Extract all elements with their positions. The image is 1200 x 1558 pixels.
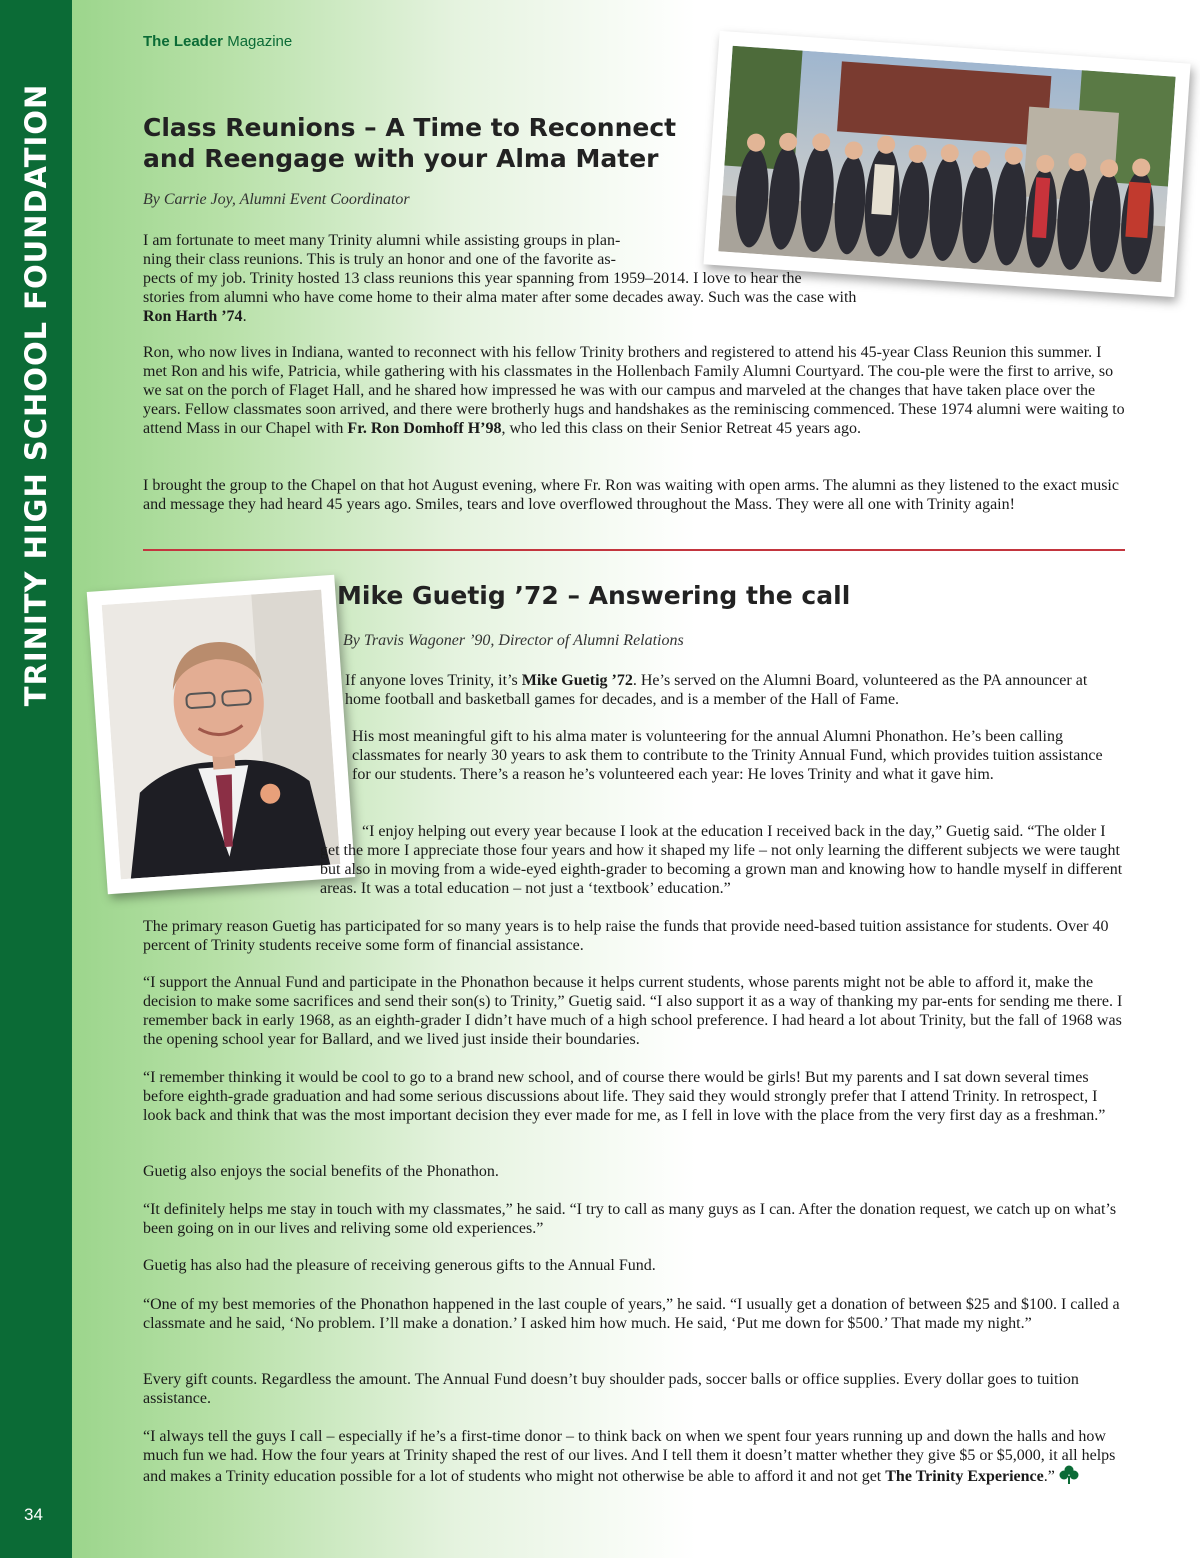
article1-p1-line2: ning their class reunions. This is truly an honor and one of the favorite as- [143, 251, 616, 268]
article1-p2-name: Fr. Ron Domhoff H’98 [347, 420, 502, 437]
article2-p1-start: If anyone loves Trinity, it’s [345, 672, 518, 689]
article2-p1-name: Mike Guetig ’72 [521, 672, 633, 689]
article2-paragraph-7: Guetig also enjoys the social benefits of the Phonathon. [143, 1163, 499, 1180]
group-photo [703, 31, 1190, 297]
article1-byline: By Carrie Joy, Alumni Event Coordinator [143, 191, 410, 208]
article1-title-line2: and Reengage with your Alma Mater [143, 144, 659, 173]
portrait-photo [87, 575, 356, 895]
sidebar-title: TRINITY HIGH SCHOOL FOUNDATION [19, 83, 53, 707]
article2-p12-name: The Trinity Experience [885, 1468, 1044, 1485]
magazine-name-bold: The Leader [143, 33, 224, 50]
article2-p1-end: . He’s served on the Alumni Board, volunteered as the PA announcer at home football and basketball games for decades, and is a member of the Hall of Fame. [345, 672, 1088, 708]
article1-p1-line1: I am fortunate to meet many Trinity alumni while assisting groups in plan- [143, 232, 621, 249]
article1-p1-line3: pects of my job. Trinity hosted 13 class reunions this year spanning from 1959–2014. I love to hear the [143, 270, 802, 287]
group-photo-image [718, 46, 1175, 282]
article2-paragraph-4: The primary reason Guetig has participated for so many years is to help raise the funds that provide need-based tuition assistance for students. Over 40 percent of Trinity students receive some form of financial assistance. [143, 918, 1109, 954]
article2-paragraph-8: “It definitely helps me stay in touch with my classmates,” he said. “I try to call as many guys as I can. After the donation request, we catch up on what’s been going on in our lives and reliving some old experiences.” [143, 1201, 1117, 1237]
article2-paragraph-9: Guetig has also had the pleasure of receiving generous gifts to the Annual Fund. [143, 1257, 656, 1274]
article1-paragraph-1: I am fortunate to meet many Trinity alumni while assisting groups in plan- ning their class reunions. This is truly an honor and one of the favorite as- pects of my job. Trinity hosted 13 class reunions this year spanning from 1959–2014. I love to hear the stories from alumni who have come home to their alma mater after some decades away. Such was the case with Ron Harth ’74. [143, 232, 857, 325]
magazine-name-rest: Magazine [227, 33, 293, 50]
article2-paragraph-10: “One of my best memories of the Phonathon happened in the last couple of years,” he said. “I usually get a donation of between $25 and $100. I called a classmate and he said, ‘No problem. I’ll make a donation.’ I asked him how much. He said, ‘Put me down for $500.’ That made my night.” [143, 1296, 1120, 1332]
article2-paragraph-6: “I remember thinking it would be cool to go to a brand new school, and of course there would be girls! But my parents and I sat down several times before eighth-grade graduation and had some serious discussions about life. They said they would strongly prefer that I attend Trinity. In retrospect, I look back and think that was the most important decision they ever made for me, as I fell in love with the place from the very first day as a freshman.” [143, 1069, 1106, 1124]
article2-paragraph-1 [345, 671, 1105, 709]
article1-title [143, 112, 703, 174]
article2-paragraph-12 [143, 1427, 1125, 1486]
shamrock-icon [1059, 1465, 1079, 1485]
article2-paragraph-11: Every gift counts. Regardless the amount. The Annual Fund doesn’t buy shoulder pads, soccer balls or office supplies. Every dollar goes to tuition assistance. [143, 1371, 1079, 1407]
article1-paragraph-2 [143, 343, 1125, 438]
portrait-photo-image [102, 590, 341, 880]
article2-paragraph-3: “I enjoy helping out every year because I look at the education I received back in the day,” Guetig said. “The older I get the more I appreciate those four years and how it shaped my life – not only learning the different subjects we were taught but also in moving from a wide-eyed eighth-grader to becoming a grown man and knowing how to handle myself in different areas. It was a total education – not just a ‘textbook’ education.” [320, 823, 1123, 897]
article2-paragraph-2: His most meaningful gift to his alma mater is volunteering for the annual Alumni Phonathon. He’s been calling classmates for nearly 30 years to ask them to contribute to the Trinity Annual Fund, which provides tuition assistance for our students. There’s a reason he’s volunteered each year: He loves Trinity and what it gave him. [352, 728, 1103, 783]
page-number: 34 [24, 1505, 43, 1524]
sidebar-band [0, 0, 72, 1558]
article1-p1-name: Ron Harth ’74 [143, 308, 243, 325]
article2-p12-end: .” [1043, 1468, 1055, 1485]
article1-title-line1: Class Reunions – A Time to Reconnect [143, 113, 677, 142]
article1-paragraph-3: I brought the group to the Chapel on that hot August evening, where Fr. Ron was waiting with open arms. The alumni as they listened to the exact music and message they had heard 45 years ago. Smiles, tears and love overflowed throughout the Mass. They were all one with Trinity again! [143, 477, 1119, 513]
magazine-name [143, 33, 292, 50]
section-divider [143, 549, 1125, 551]
article1-p1-line4: stories from alumni who have come home to their alma mater after some decades away. Such was the case with [143, 289, 857, 306]
article2-title: Mike Guetig ’72 – Answering the call [337, 581, 851, 610]
article1-p2-text: Ron, who now lives in Indiana, wanted to reconnect with his fellow Trinity brothers and registered to attend his 45-year Class Reunion this summer. I met Ron and his wife, Patricia, while gathering with his classmates in the Hollenbach Family Alumni Courtyard. The cou-ple were the first to arrive, so we sat on the porch of Flaget Hall, and he shared how impressed he was with our campus and marveled at the changes that have taken place over the years. Fellow classmates soon arrived, and there were brotherly hugs and handshakes as the reminiscing commenced. These 1974 alumni were waiting to attend Mass in our Chapel with [143, 344, 1125, 437]
article2-byline: By Travis Wagoner ’90, Director of Alumni Relations [343, 632, 684, 649]
article2-paragraph-5: “I support the Annual Fund and participate in the Phonathon because it helps current students, whose parents might not be able to afford it, make the decision to make some sacrifices and send their son(s) to Trinity,” Guetig said. “I also support it as a way of thanking my par-ents for sending me there. I remember back in early 1968, as an eighth-grader I didn’t have much of a high school preference. I had heard a lot about Trinity, but the fall of 1968 was the opening school year for Ballard, and we lived just inside their boundaries. [143, 974, 1123, 1048]
article2-p12-start: “I always tell the guys I call – especially if he’s a first-time donor – to think back on when we spent four years running up and down the halls and how much fun we had. How the four years at Trinity shaped the rest of our lives. And I tell them it doesn’t matter whether they give $5 or $5,000, it all helps and makes a Trinity education possible for a lot of students who might not otherwise be able to afford it and not get [143, 1428, 1116, 1485]
article1-p2-end: , who led this class on their Senior Retreat 45 years ago. [501, 420, 861, 437]
